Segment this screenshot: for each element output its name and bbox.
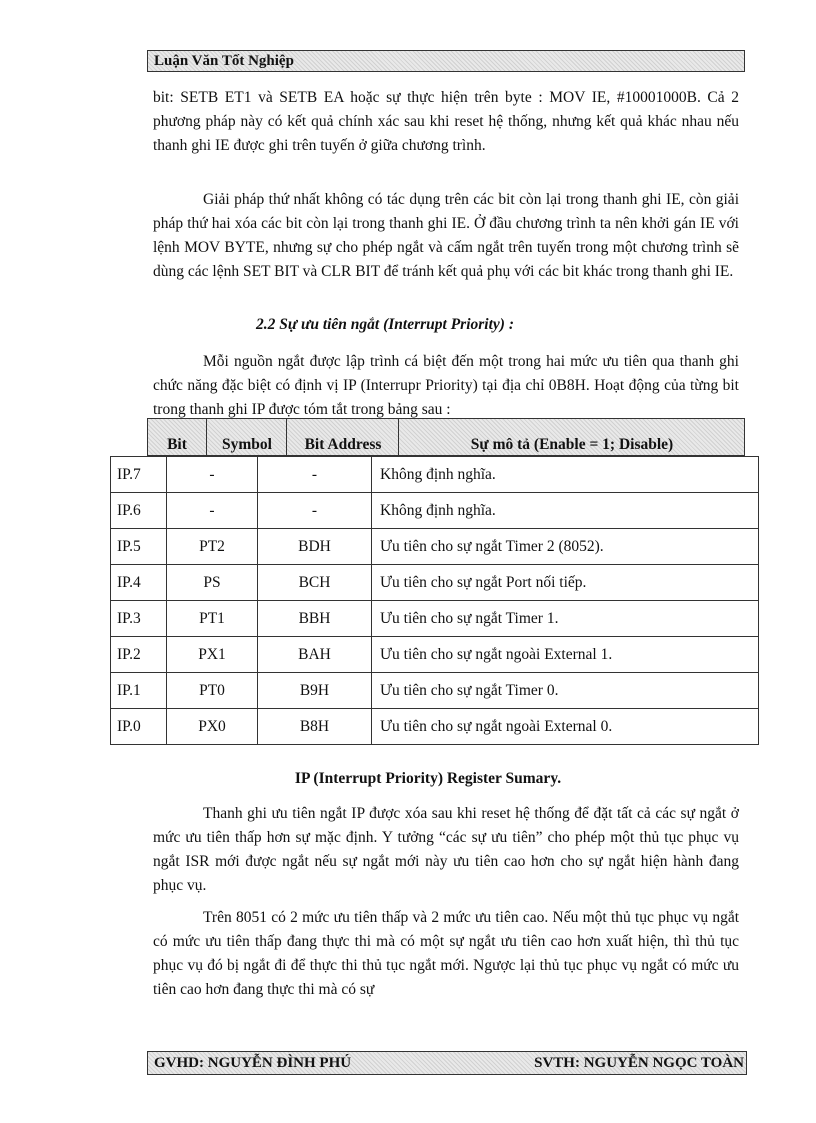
header-title: Luận Văn Tốt Nghiệp: [154, 53, 294, 69]
cell-description: Ưu tiên cho sự ngắt ngoài External 1.: [372, 637, 759, 673]
cell-address: B8H: [258, 709, 372, 745]
cell-symbol: PT2: [167, 529, 258, 565]
header-bit-address: Bit Address: [286, 419, 399, 455]
cell-address: BCH: [258, 565, 372, 601]
cell-description: Ưu tiên cho sự ngắt Timer 1.: [372, 601, 759, 637]
cell-address: -: [258, 493, 372, 529]
cell-symbol: PX0: [167, 709, 258, 745]
cell-address: BBH: [258, 601, 372, 637]
cell-symbol: PT1: [167, 601, 258, 637]
cell-symbol: -: [167, 493, 258, 529]
cell-bit: IP.7: [111, 457, 167, 493]
table-row: [111, 673, 759, 709]
cell-description: Ưu tiên cho sự ngắt Timer 0.: [372, 673, 759, 709]
table-row: [111, 457, 759, 493]
cell-description: Ưu tiên cho sự ngắt ngoài External 0.: [372, 709, 759, 745]
page-footer: [147, 1051, 747, 1075]
ip-register-table: [110, 456, 759, 745]
cell-description: Ưu tiên cho sự ngắt Port nối tiếp.: [372, 565, 759, 601]
table-caption: IP (Interrupt Priority) Register Sumary.: [294, 770, 562, 787]
cell-description: Không định nghĩa.: [372, 493, 759, 529]
header-description: Sự mô tả (Enable = 1; Disable): [398, 419, 745, 455]
cell-bit: IP.1: [111, 673, 167, 709]
cell-bit: IP.3: [111, 601, 167, 637]
cell-symbol: PX1: [167, 637, 258, 673]
header-symbol: Symbol: [206, 419, 287, 455]
cell-address: B9H: [258, 673, 372, 709]
paragraph-5: Trên 8051 có 2 mức ưu tiên thấp và 2 mức ưu tiên cao. Nếu một thủ tục phục vụ ngắt có mức ưu tiên thấp đang thực thi mà có một sự ngắt ưu tiên cao hơn xuất hiện, thì thủ tục phục vụ đó bị ngắt đi để thực thi thủ tục ngắt mới. Ngược lại thủ tục phục vụ ngắt có mức ưu tiên cao hơn đang thực thi mà có sự: [153, 909, 739, 998]
cell-bit: IP.2: [111, 637, 167, 673]
cell-bit: IP.5: [111, 529, 167, 565]
page-header: [147, 50, 745, 72]
footer-student: SVTH: NGUYỄN NGỌC TOÀN: [534, 1055, 744, 1071]
cell-address: BDH: [258, 529, 372, 565]
cell-bit: IP.0: [111, 709, 167, 745]
table-row: [111, 709, 759, 745]
section-title: 2.2 Sự ưu tiên ngắt (Interrupt Priority) :: [256, 316, 514, 333]
table-row: [111, 565, 759, 601]
paragraph-3: Mỗi nguồn ngắt được lập trình cá biệt đến một trong hai mức ưu tiên qua thanh ghi chức năng đặc biệt có định vị IP (Interrupr Priority) tại địa chỉ 0B8H. Hoạt động của từng bit trong thanh ghi IP được tóm tắt trong bảng sau :: [153, 353, 739, 418]
paragraph-1: bit: SETB ET1 và SETB EA hoặc sự thực hiện trên byte : MOV IE, #10001000B. Cả 2 phương pháp này có kết quả chính xác sau khi reset hệ thống, nhưng kết quả khác nhau nếu thanh ghi IE được ghi trên tuyến ở giữa chương trình.: [153, 89, 739, 154]
cell-symbol: -: [167, 457, 258, 493]
cell-address: -: [258, 457, 372, 493]
cell-description: Ưu tiên cho sự ngắt Timer 2 (8052).: [372, 529, 759, 565]
cell-symbol: PS: [167, 565, 258, 601]
table-row: [111, 493, 759, 529]
cell-symbol: PT0: [167, 673, 258, 709]
footer-advisor: GVHD: NGUYỄN ĐÌNH PHÚ: [154, 1055, 352, 1071]
table-header: [147, 418, 745, 456]
paragraph-2: Giải pháp thứ nhất không có tác dụng trên các bit còn lại trong thanh ghi IE, còn giải pháp thứ hai xóa các bit còn lại trong thanh ghi IE. Ở đầu chương trình ta nên khởi gán IE với lệnh MOV BYTE, nhưng sự cho phép ngắt và cấm ngắt trên tuyến trong một chương trình sẽ dùng các lệnh SET BIT và CLR BIT để tránh kết quả phụ với các bit khác trong thanh ghi IE.: [153, 191, 739, 280]
table-row: [111, 601, 759, 637]
cell-description: Không định nghĩa.: [372, 457, 759, 493]
table-row: [111, 529, 759, 565]
cell-bit: IP.6: [111, 493, 167, 529]
header-bit: Bit: [167, 436, 187, 453]
paragraph-4: Thanh ghi ưu tiên ngắt IP được xóa sau khi reset hệ thống để đặt tất cả các sự ngắt ở mức ưu tiên thấp hơn sự mặc định. Y tưởng “các sự ưu tiên” cho phép một thủ tục phục vụ ngắt ISR mới được ngắt nếu sự ngắt mới này ưu tiên cao hơn cho sự ngắt hiện hành đang phục vụ.: [153, 805, 739, 894]
cell-bit: IP.4: [111, 565, 167, 601]
cell-address: BAH: [258, 637, 372, 673]
table-row: [111, 637, 759, 673]
